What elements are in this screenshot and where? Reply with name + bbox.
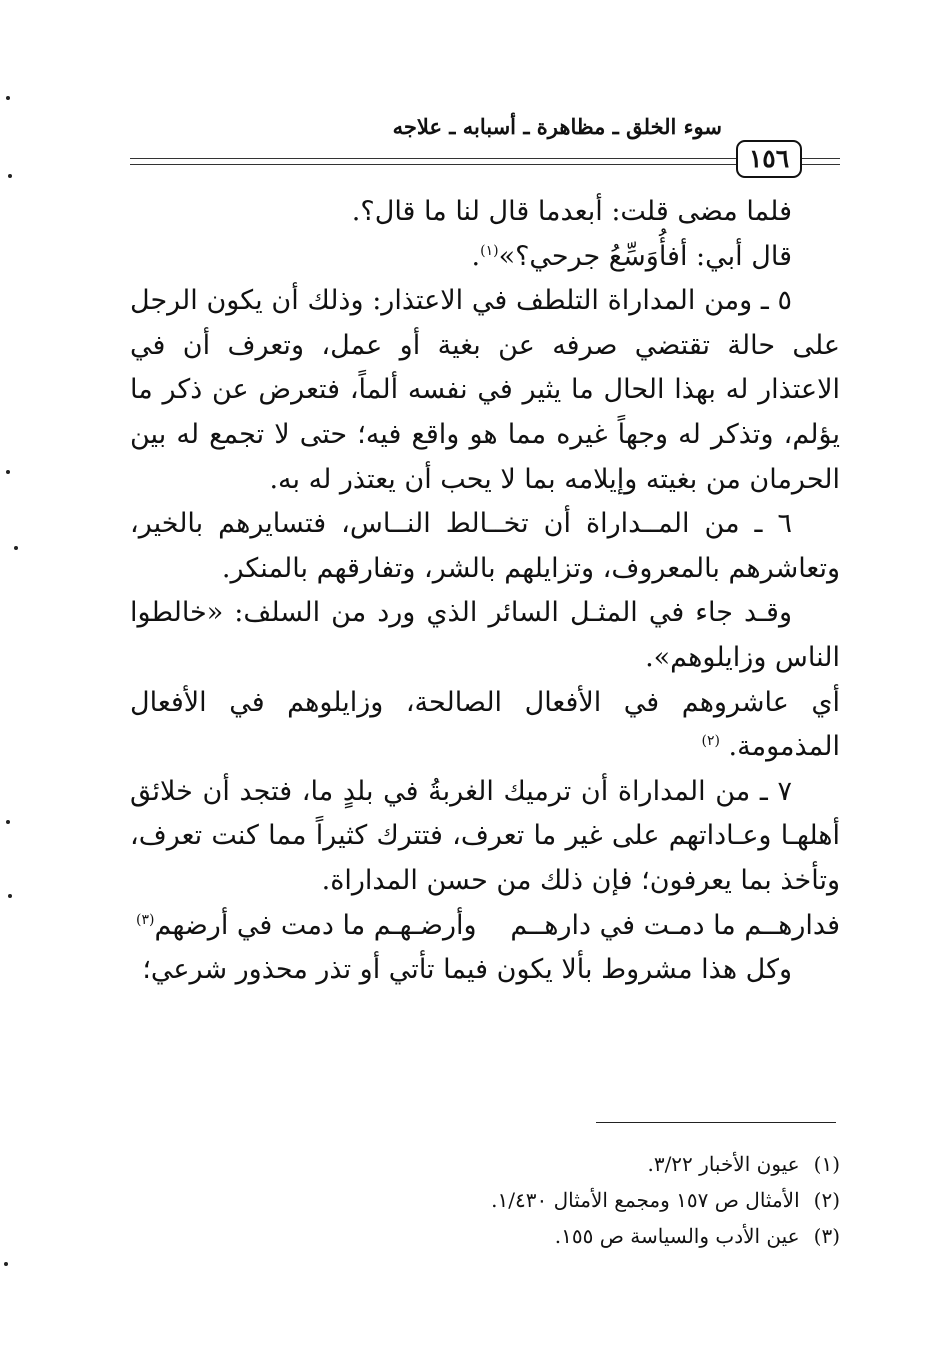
footnote-text: عين الأدب والسياسة ص ١٥٥. [554, 1224, 800, 1248]
paragraph-3: ٥ ـ ومن المداراة التلطف في الاعتذار: وذلك أن يكون الرجل على حالة تقتضي صرفه عن بغية أو عمل، وتعرف أن في الاعتذار له بهذا الحال ما يثير في نفسه ألماً، فتعرض عن ذكر ما يؤلم، وتذكر له وجهاً غيره مما هو واقع فيه؛ حتى لا تجمع له بين الحرمان من بغيته وإيلامه بما لا يحب أن يعتذر له به. [130, 285, 840, 495]
paragraph-6-text: أي عاشروهم في الأفعال الصالحة، وزايلوهم في الأفعال المذمومة. [130, 686, 840, 763]
footnote-2 [130, 1182, 840, 1218]
verse-second-text: وأرضـهـم ما دمت في أرضهم [154, 909, 477, 941]
scan-speck [6, 820, 10, 824]
scan-speck [6, 470, 10, 474]
footnote-3 [130, 1218, 840, 1254]
running-title: سوء الخلق ـ مظاهرة ـ أسبابه ـ علاجه [392, 114, 722, 139]
footnote-ref-1: (١) [480, 242, 499, 259]
paragraph-2-end: . [471, 240, 481, 272]
footnote-1 [130, 1146, 840, 1182]
verse-second-hemistich [136, 904, 477, 949]
running-header [130, 112, 840, 182]
main-text [130, 190, 840, 993]
footnote-number: (٢) [813, 1188, 840, 1212]
page-number: ١٥٦ [736, 140, 802, 178]
footnote-ref-3: (٣) [136, 911, 155, 928]
footnotes [130, 1146, 840, 1254]
paragraph-4: ٦ ـ من المــداراة أن تخــالط النــاس، فتسايرهم بالخير، وتعاشرهم بالمعروف، وتزايلهم بالشر، وتفارقهم بالمنكر. [130, 508, 840, 584]
footnote-separator [596, 1122, 836, 1123]
poetry-verse [130, 904, 840, 949]
paragraph-5: وقـد جاء في المثـل السائر الذي ورد من السلف: «خالطوا الناس وزايلوهم». [130, 597, 840, 673]
scan-speck [6, 96, 10, 100]
footnote-text: عيون الأخبار ٣/٢٢. [647, 1152, 800, 1176]
footnote-text: الأمثال ص ١٥٧ ومجمع الأمثال ١/٤٣٠. [491, 1188, 800, 1212]
scan-speck [4, 1262, 8, 1266]
scan-speck [8, 894, 12, 898]
paragraph-2 [130, 235, 840, 280]
header-rule [130, 158, 840, 165]
paragraph-2-text: قال أبي: أفأُوَسِّعُ جرحي؟» [498, 240, 792, 272]
paragraph-8: وكل هذا مشروط بألا يكون فيما تأتي أو تذر محذور شرعي؛ [142, 954, 792, 986]
paragraph-6 [130, 681, 840, 770]
footnote-number: (١) [813, 1152, 840, 1176]
footnote-number: (٣) [813, 1224, 840, 1248]
paragraph-7: ٧ ـ من المداراة أن ترميك الغربةُ في بلدٍ ما، فتجد أن خلائق أهلهـا وعـاداتهم على غير ما تعرف، فتترك كثيراً مما كنت تعرف، وتأخذ بما يعرفون؛ فإن ذلك من حسن المداراة. [130, 775, 840, 896]
paragraph-1: فلما مضى قلت: أبعدما قال لنا ما قال؟. [351, 196, 792, 227]
verse-first-hemistich: فدارهــم ما دمـت في دارهــم [510, 909, 840, 941]
scan-speck [14, 546, 18, 550]
footnote-ref-2: (٢) [701, 733, 720, 750]
scan-speck [8, 174, 12, 178]
